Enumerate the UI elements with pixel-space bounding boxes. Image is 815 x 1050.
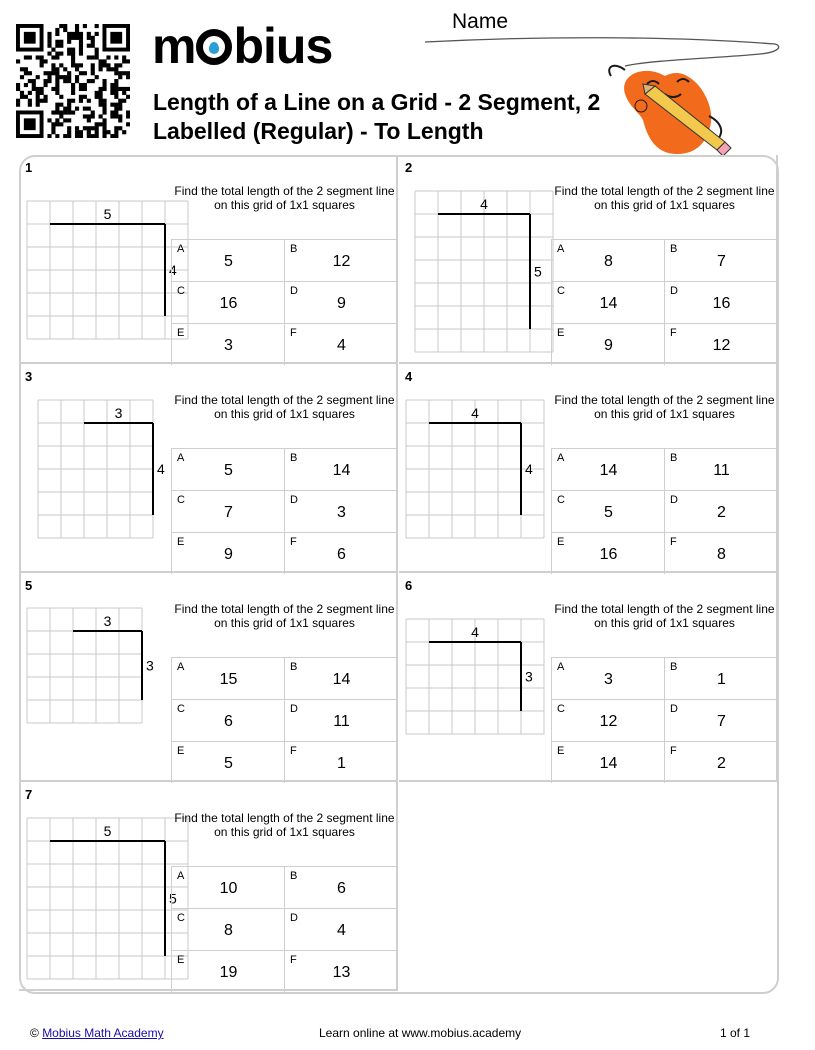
answer-value: 5: [224, 253, 233, 270]
answer-letter: A: [557, 243, 565, 255]
answer-option-c[interactable]: [551, 281, 664, 323]
answer-option-a[interactable]: [171, 866, 284, 908]
answer-letter: C: [177, 912, 185, 924]
answer-value: 7: [717, 713, 726, 730]
answer-letter: E: [177, 327, 185, 339]
question-number: 4: [405, 369, 413, 384]
question-number: 3: [25, 369, 33, 384]
answer-option-a[interactable]: [171, 448, 284, 490]
answer-option-a[interactable]: [171, 239, 284, 281]
answer-value: 14: [332, 671, 351, 688]
answer-option-a[interactable]: [551, 448, 664, 490]
answer-option-b[interactable]: [284, 657, 397, 699]
answer-value: 4: [337, 337, 346, 354]
answer-value: 12: [332, 253, 351, 270]
answer-option-f[interactable]: [284, 741, 397, 783]
answer-option-a[interactable]: [171, 657, 284, 699]
answer-value: 6: [224, 713, 233, 730]
answer-option-c[interactable]: [171, 699, 284, 741]
answer-letter: F: [670, 745, 677, 757]
answer-option-d[interactable]: [284, 281, 397, 323]
answer-letter: C: [557, 703, 565, 715]
answer-value: 3: [337, 504, 346, 521]
answer-letter: D: [670, 703, 678, 715]
answer-value: 9: [224, 546, 233, 563]
mobius-logo: m bius: [152, 18, 333, 74]
answer-option-e[interactable]: [551, 741, 664, 783]
answer-value: 4: [337, 922, 346, 939]
answer-value: 3: [224, 337, 233, 354]
answer-value: 8: [604, 253, 613, 270]
answer-option-f[interactable]: [664, 532, 777, 574]
top-length-label: 3: [103, 613, 112, 629]
answer-letter: A: [557, 661, 565, 673]
questions-card: [19, 155, 779, 994]
answer-letter: A: [177, 870, 185, 882]
question-1: [19, 155, 398, 364]
answer-option-c[interactable]: [171, 908, 284, 950]
answer-option-d[interactable]: [664, 490, 777, 532]
answer-letter: E: [177, 745, 185, 757]
side-length-label: 3: [525, 668, 533, 685]
answer-option-b[interactable]: [664, 448, 777, 490]
answer-value: 7: [717, 253, 726, 270]
answer-letter: B: [670, 243, 678, 255]
answer-option-d[interactable]: [284, 908, 397, 950]
question-number: 7: [25, 787, 33, 802]
side-length-label: 5: [169, 890, 177, 907]
answer-option-e[interactable]: [171, 950, 284, 992]
name-label: Name: [452, 10, 509, 33]
answer-value: 3: [604, 671, 613, 688]
top-length-label: 3: [114, 405, 123, 421]
top-length-label: 4: [480, 196, 488, 212]
answer-option-d[interactable]: [664, 699, 777, 741]
answer-option-b[interactable]: [284, 448, 397, 490]
answer-letter: E: [557, 745, 565, 757]
answer-option-b[interactable]: [284, 239, 397, 281]
answer-letter: D: [670, 494, 678, 506]
answer-letter: F: [290, 954, 297, 966]
answer-option-c[interactable]: [171, 281, 284, 323]
answer-option-f[interactable]: [284, 950, 397, 992]
side-length-label: 3: [146, 657, 154, 674]
answer-letter: F: [290, 536, 297, 548]
answer-option-f[interactable]: [284, 323, 397, 365]
side-length-label: 4: [169, 262, 177, 278]
answer-letter: F: [290, 745, 297, 757]
answer-option-b[interactable]: [664, 657, 777, 699]
answer-letter: C: [557, 285, 565, 297]
question-instruction: Find the total length of the 2 segment line on this grid of 1x1 squares: [554, 602, 775, 630]
answer-value: 12: [712, 337, 731, 354]
answer-letter: C: [177, 494, 185, 506]
answer-value: 8: [717, 546, 726, 563]
answer-value: 6: [337, 880, 346, 897]
footer-learn-online: Learn online at www.mobius.academy: [319, 1026, 522, 1040]
answer-value: 14: [599, 462, 618, 479]
answer-option-d[interactable]: [284, 490, 397, 532]
answer-letter: B: [290, 243, 298, 255]
answer-option-e[interactable]: [171, 323, 284, 365]
answer-letter: B: [670, 452, 678, 464]
answer-letter: B: [290, 661, 298, 673]
answer-letter: D: [290, 912, 298, 924]
question-7: [19, 782, 398, 991]
qr-code-icon: [16, 24, 130, 138]
answer-letter: C: [557, 494, 565, 506]
answer-value: 2: [717, 504, 726, 521]
answer-option-b[interactable]: [664, 239, 777, 281]
answer-option-e[interactable]: [551, 323, 664, 365]
question-instruction: Find the total length of the 2 segment line on this grid of 1x1 squares: [554, 393, 775, 421]
answer-option-f[interactable]: [284, 532, 397, 574]
answer-letter: F: [670, 327, 677, 339]
answer-option-e[interactable]: [551, 532, 664, 574]
answer-option-b[interactable]: [284, 866, 397, 908]
question-instruction: Find the total length of the 2 segment line on this grid of 1x1 squares: [554, 184, 775, 212]
answer-value: 19: [219, 964, 238, 981]
answer-letter: F: [670, 536, 677, 548]
question-instruction: Find the total length of the 2 segment line on this grid of 1x1 squares: [174, 184, 395, 212]
worksheet-header: [0, 0, 815, 156]
side-length-label: 4: [157, 461, 165, 477]
answer-letter: A: [557, 452, 565, 464]
question-4: [399, 364, 778, 573]
answer-value: 6: [337, 546, 346, 563]
answer-value: 15: [219, 671, 238, 688]
top-length-label: 5: [103, 206, 112, 222]
mascot-icon: [585, 36, 735, 158]
answer-letter: D: [290, 285, 298, 297]
side-length-label: 4: [525, 461, 533, 477]
question-6: [399, 573, 778, 782]
question-number: 2: [405, 160, 413, 175]
answer-value: 9: [337, 295, 346, 312]
copyright-symbol: ©: [30, 1026, 39, 1040]
answer-letter: D: [670, 285, 678, 297]
answer-value: 5: [224, 755, 233, 772]
answer-value: 11: [333, 713, 350, 730]
answer-letter: E: [177, 954, 185, 966]
answer-option-a[interactable]: [551, 239, 664, 281]
answer-value: 14: [599, 295, 618, 312]
top-length-label: 5: [103, 823, 112, 839]
answer-option-d[interactable]: [284, 699, 397, 741]
answer-value: 2: [717, 755, 726, 772]
answer-option-a[interactable]: [551, 657, 664, 699]
answer-value: 16: [599, 546, 618, 563]
answer-value: 9: [604, 337, 613, 354]
answer-value: 13: [332, 964, 351, 981]
question-number: 5: [25, 578, 33, 593]
academy-link[interactable]: Mobius Math Academy: [42, 1026, 164, 1040]
answer-value: 7: [224, 504, 233, 521]
answer-letter: E: [557, 536, 565, 548]
top-length-label: 4: [471, 405, 479, 421]
answer-letter: B: [670, 661, 678, 673]
answer-letter: B: [290, 452, 298, 464]
question-2: [399, 155, 778, 364]
answer-option-f[interactable]: [664, 323, 777, 365]
answer-value: 1: [337, 755, 346, 772]
answer-value: 5: [604, 504, 613, 521]
question-5: [19, 573, 398, 782]
answer-option-f[interactable]: [664, 741, 777, 783]
footer-page-number: 1 of 1: [720, 1026, 751, 1040]
answer-value: 14: [332, 462, 351, 479]
answer-letter: A: [177, 243, 185, 255]
answer-value: 8: [224, 922, 233, 939]
answer-option-e[interactable]: [171, 532, 284, 574]
answer-value: 14: [599, 755, 618, 772]
answer-letter: E: [557, 327, 565, 339]
answer-letter: E: [177, 536, 185, 548]
answer-option-c[interactable]: [551, 699, 664, 741]
answer-value: 16: [712, 295, 731, 312]
side-length-label: 5: [534, 263, 542, 280]
answer-option-e[interactable]: [171, 741, 284, 783]
answer-value: 12: [599, 713, 618, 730]
answer-letter: A: [177, 661, 185, 673]
answer-letter: C: [177, 285, 185, 297]
question-instruction: Find the total length of the 2 segment line on this grid of 1x1 squares: [174, 393, 395, 421]
question-instruction: Find the total length of the 2 segment line on this grid of 1x1 squares: [174, 602, 395, 630]
top-length-label: 4: [471, 624, 479, 640]
question-instruction: Find the total length of the 2 segment line on this grid of 1x1 squares: [174, 811, 395, 839]
answer-letter: F: [290, 327, 297, 339]
answer-value: 5: [224, 462, 233, 479]
question-number: 1: [25, 160, 33, 175]
question-number: 6: [405, 578, 413, 593]
footer-copyright: [30, 1026, 164, 1040]
answer-letter: D: [290, 494, 298, 506]
page-title: Length of a Line on a Grid - 2 Segment, 2 Labelled (Regular) - To Length: [153, 89, 601, 144]
answer-option-d[interactable]: [664, 281, 777, 323]
answer-letter: B: [290, 870, 298, 882]
answer-value: 11: [713, 462, 730, 479]
answer-value: 16: [219, 295, 238, 312]
question-3: [19, 364, 398, 573]
answer-letter: D: [290, 703, 298, 715]
answer-option-c[interactable]: [171, 490, 284, 532]
answer-value: 1: [717, 671, 726, 688]
answer-letter: A: [177, 452, 185, 464]
answer-option-c[interactable]: [551, 490, 664, 532]
answer-letter: C: [177, 703, 185, 715]
answer-value: 10: [219, 880, 238, 897]
